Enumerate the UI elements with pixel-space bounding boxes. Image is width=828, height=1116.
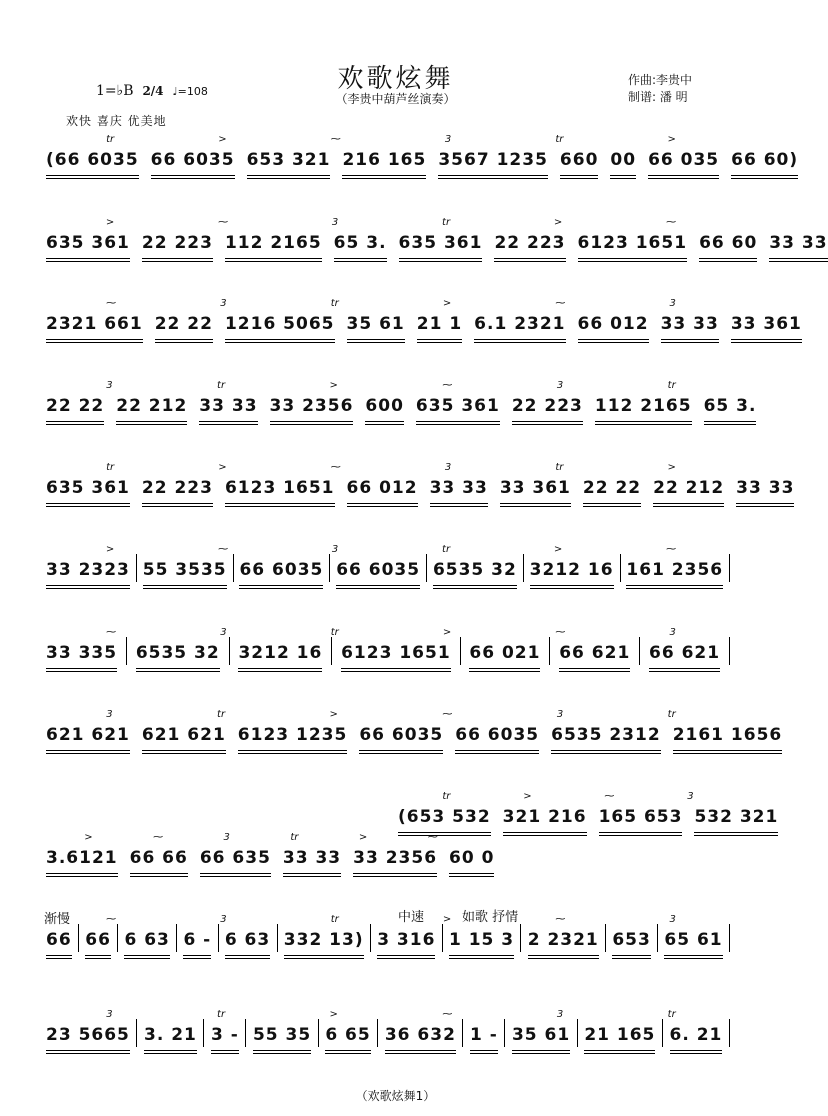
composer-credit: 作曲:李贵中 (628, 73, 693, 87)
ornament-row (54, 380, 728, 391)
accent-mark: > (442, 627, 452, 638)
mordent-mark: ⁓ (106, 298, 117, 309)
barline (329, 554, 330, 582)
triplet-mark: 3 (331, 217, 339, 228)
performer-subtitle: （李贵中葫芦丝演奏） (335, 92, 456, 106)
mordent-mark: ⁓ (442, 380, 453, 391)
triplet-mark: 3 (556, 380, 564, 391)
measure: (66 6035 (46, 150, 139, 182)
measure: 33 33 (769, 233, 827, 265)
measure: (653 532 (398, 807, 491, 839)
barline (176, 924, 177, 952)
measure: 2 2321 (528, 930, 599, 962)
accent-mark: > (553, 544, 563, 555)
accent-mark: > (553, 217, 563, 228)
ornament-row (54, 914, 728, 925)
measure: 22 22 (46, 396, 104, 428)
measure: 3. 21 (144, 1025, 197, 1057)
score-line (46, 725, 783, 757)
barline (620, 554, 621, 582)
score-line (46, 1025, 736, 1057)
measure: 1 15 3 (449, 930, 514, 962)
ornament-row (54, 709, 728, 720)
triplet-mark: 3 (669, 298, 676, 309)
score-line (46, 150, 799, 182)
barline (442, 924, 443, 952)
measure: 161 2356 (626, 560, 723, 592)
measure: 00 (610, 150, 636, 182)
barline (729, 1019, 730, 1047)
triplet-mark: 3 (220, 914, 227, 925)
mordent-mark: ⁓ (442, 1009, 453, 1020)
accent-mark: > (667, 462, 676, 473)
measure: 635 361 (416, 396, 500, 428)
measure: 6 63 (124, 930, 169, 962)
trill-mark: tr (217, 380, 226, 391)
triplet-mark: 3 (444, 462, 452, 473)
measure: 653 (612, 930, 651, 962)
score-line (46, 643, 736, 675)
barline (577, 1019, 578, 1047)
barline (136, 1019, 137, 1047)
measure: 66 66 (130, 848, 188, 880)
measure: 66 6035 (239, 560, 323, 592)
ornament-row (54, 627, 728, 638)
accent-mark: > (523, 791, 532, 802)
barline (662, 1019, 663, 1047)
measure: 6123 1651 (225, 478, 335, 510)
mordent-mark: ⁓ (666, 544, 677, 555)
measure: 6535 32 (136, 643, 220, 675)
mordent-mark: ⁓ (218, 217, 229, 228)
mood-label: 如歌 抒情 (462, 910, 519, 925)
measure: 635 361 (46, 233, 130, 265)
mordent-mark: ⁓ (555, 298, 566, 309)
triplet-mark: 3 (444, 134, 452, 145)
measure: 6123 1651 (341, 643, 451, 675)
trill-mark: tr (555, 134, 564, 145)
measure: 3212 16 (530, 560, 614, 592)
measure: 21 1 (417, 314, 462, 346)
page-title: 欢歌炫舞 (337, 64, 454, 94)
mordent-mark: ⁓ (106, 914, 117, 925)
mordent-mark: ⁓ (153, 832, 164, 843)
accent-mark: > (105, 217, 115, 228)
barline (605, 924, 606, 952)
measure: 66 60 (699, 233, 757, 265)
trill-mark: tr (290, 832, 299, 843)
measure: 112 2165 (595, 396, 692, 428)
measure: 22 223 (494, 233, 565, 265)
measure: 621 621 (46, 725, 130, 757)
accent-mark: > (442, 298, 452, 309)
trill-mark: tr (555, 462, 564, 473)
measure: 6 - (183, 930, 211, 962)
measure: 6 63 (225, 930, 270, 962)
page-footer: （欢歌炫舞1） (355, 1089, 436, 1103)
measure: 1 - (470, 1025, 498, 1057)
measure: 65 61 (664, 930, 722, 962)
ornament-row (54, 134, 728, 145)
mordent-mark: ⁓ (330, 462, 341, 473)
barline (318, 1019, 319, 1047)
barline (136, 554, 137, 582)
trill-mark: tr (330, 914, 339, 925)
measure: 332 13) (284, 930, 364, 962)
measure: 6123 1235 (238, 725, 348, 757)
measure: 2321 661 (46, 314, 143, 346)
accent-mark: > (358, 832, 368, 843)
transcriber-credit: 制谱: 潘 明 (628, 90, 688, 104)
measure: 33 361 (731, 314, 802, 346)
barline (639, 637, 640, 665)
barline (729, 924, 730, 952)
key-signature: 1=♭B (96, 83, 134, 99)
trill-mark: tr (667, 709, 676, 720)
mordent-mark: ⁓ (666, 217, 677, 228)
triplet-mark: 3 (669, 627, 676, 638)
trill-mark: tr (667, 1009, 676, 1020)
measure: 33 33 (283, 848, 341, 880)
barline (462, 1019, 463, 1047)
measure: 1216 5065 (225, 314, 335, 346)
measure: 532 321 (694, 807, 778, 839)
measure: 660 (560, 150, 599, 182)
triplet-mark: 3 (220, 627, 227, 638)
barline (126, 637, 127, 665)
score-line (46, 560, 736, 592)
score-line (46, 848, 495, 880)
accent-mark: > (218, 462, 227, 473)
measure: 21 165 (584, 1025, 655, 1057)
measure: 66 621 (559, 643, 630, 675)
measure: 66 6035 (359, 725, 443, 757)
measure: 6 65 (325, 1025, 370, 1057)
measure: 3.6121 (46, 848, 118, 880)
measure: 3 316 (377, 930, 435, 962)
barline (729, 554, 730, 582)
accent-mark: > (329, 1009, 338, 1020)
barline (233, 554, 234, 582)
barline (117, 924, 118, 952)
measure: 22 22 (155, 314, 213, 346)
measure: 33 2323 (46, 560, 130, 592)
measure: 165 653 (599, 807, 683, 839)
measure: 22 212 (653, 478, 724, 510)
measure: 66 6035 (151, 150, 235, 182)
score-line (46, 233, 828, 265)
measure: 33 33 (736, 478, 794, 510)
measure: 66 012 (578, 314, 649, 346)
measure: 22 22 (583, 478, 641, 510)
measure: 321 216 (503, 807, 587, 839)
score-line (46, 930, 736, 962)
barline (78, 924, 79, 952)
trill-mark: tr (442, 791, 451, 802)
measure: 22 212 (116, 396, 187, 428)
measure: 33 33 (199, 396, 257, 428)
triplet-mark: 3 (220, 298, 227, 309)
mordent-mark: ⁓ (427, 832, 438, 843)
triplet-mark: 3 (331, 544, 339, 555)
measure: 635 361 (46, 478, 130, 510)
measure: 635 361 (399, 233, 483, 265)
measure: 66 021 (469, 643, 540, 675)
measure: 112 2165 (225, 233, 322, 265)
measure: 66 60) (731, 150, 798, 182)
mordent-mark: ⁓ (604, 791, 615, 802)
measure: 3212 16 (238, 643, 322, 675)
barline (460, 637, 461, 665)
barline (426, 554, 427, 582)
barline (657, 924, 658, 952)
ornament-row (54, 217, 728, 228)
trill-mark: tr (106, 134, 115, 145)
score-line (46, 396, 757, 428)
barline (331, 637, 332, 665)
measure: 6123 1651 (578, 233, 688, 265)
measure: 6. 21 (670, 1025, 723, 1057)
trill-mark: tr (217, 709, 226, 720)
measure: 3 - (211, 1025, 239, 1057)
barline (523, 554, 524, 582)
trill-mark: tr (442, 217, 451, 228)
barline (520, 924, 521, 952)
ornament-row (54, 462, 728, 473)
measure: 55 3535 (143, 560, 227, 592)
mordent-mark: ⁓ (330, 134, 341, 145)
measure: 55 35 (253, 1025, 311, 1057)
tempo-slow-label: 渐慢 (44, 912, 71, 927)
accent-mark: > (105, 544, 115, 555)
measure: 33 2356 (353, 848, 437, 880)
barline (218, 924, 219, 952)
tempo-marking: ♩=108 (172, 85, 208, 98)
triplet-mark: 3 (106, 709, 113, 720)
measure: 22 223 (142, 478, 213, 510)
barline (377, 1019, 378, 1047)
measure: 6535 2312 (551, 725, 661, 757)
accent-mark: > (329, 709, 338, 720)
measure: 33 2356 (270, 396, 354, 428)
measure: 35 61 (347, 314, 405, 346)
triplet-mark: 3 (106, 1009, 113, 1020)
measure: 36 632 (385, 1025, 456, 1057)
time-signature: 2/4 (142, 84, 164, 98)
accent-mark: > (667, 134, 676, 145)
trill-mark: tr (442, 544, 451, 555)
mordent-mark: ⁓ (442, 709, 453, 720)
measure: 66 (85, 930, 111, 962)
tempo-mid-label: 中速 (398, 910, 425, 925)
measure: 35 61 (512, 1025, 570, 1057)
barline (549, 637, 550, 665)
credits (628, 72, 692, 106)
mordent-mark: ⁓ (555, 627, 566, 638)
trill-mark: tr (106, 462, 115, 473)
triplet-mark: 3 (556, 709, 564, 720)
measure: 66 (46, 930, 72, 962)
accent-mark: > (442, 914, 452, 925)
measure: 3567 1235 (438, 150, 548, 182)
accent-mark: > (218, 134, 227, 145)
measure: 66 012 (347, 478, 418, 510)
trill-mark: tr (667, 380, 676, 391)
mordent-mark: ⁓ (218, 544, 229, 555)
measure: 22 223 (142, 233, 213, 265)
barline (277, 924, 278, 952)
measure: 66 6035 (455, 725, 539, 757)
barline (245, 1019, 246, 1047)
measure: 22 223 (512, 396, 583, 428)
measure: 33 33 (430, 478, 488, 510)
measure: 33 361 (500, 478, 571, 510)
barline (229, 637, 230, 665)
ornament-row (54, 1009, 728, 1020)
measure: 6535 32 (433, 560, 517, 592)
measure: 66 635 (200, 848, 271, 880)
key-tempo-block (96, 83, 208, 99)
measure: 2161 1656 (673, 725, 783, 757)
triplet-mark: 3 (223, 832, 230, 843)
triplet-mark: 3 (687, 791, 694, 802)
measure: 66 621 (649, 643, 720, 675)
measure: 65 3. (334, 233, 387, 265)
triplet-mark: 3 (106, 380, 113, 391)
expression-marking: 欢快 喜庆 优美地 (66, 114, 167, 128)
measure: 60 0 (449, 848, 494, 880)
measure: 653 321 (247, 150, 331, 182)
barline (504, 1019, 505, 1047)
measure: 23 5665 (46, 1025, 130, 1057)
mordent-mark: ⁓ (555, 914, 566, 925)
accent-mark: > (84, 832, 93, 843)
barline (203, 1019, 204, 1047)
measure: 33 335 (46, 643, 117, 675)
measure: 216 165 (342, 150, 426, 182)
trill-mark: tr (330, 627, 339, 638)
accent-mark: > (329, 380, 338, 391)
score-line (46, 478, 795, 510)
ornament-row (54, 298, 728, 309)
score-line (46, 314, 802, 346)
measure: 65 3. (704, 396, 757, 428)
triplet-mark: 3 (669, 914, 676, 925)
trill-mark: tr (330, 298, 339, 309)
measure: 6.1 2321 (474, 314, 565, 346)
measure: 33 33 (661, 314, 719, 346)
measure: 66 6035 (336, 560, 420, 592)
ornament-row (406, 791, 730, 802)
triplet-mark: 3 (556, 1009, 564, 1020)
barline (729, 637, 730, 665)
barline (370, 924, 371, 952)
mordent-mark: ⁓ (106, 627, 117, 638)
trill-mark: tr (217, 1009, 226, 1020)
measure: 66 035 (648, 150, 719, 182)
ornament-row (54, 544, 728, 555)
measure: 621 621 (142, 725, 226, 757)
measure: 600 (365, 396, 404, 428)
ornament-row (54, 832, 468, 843)
